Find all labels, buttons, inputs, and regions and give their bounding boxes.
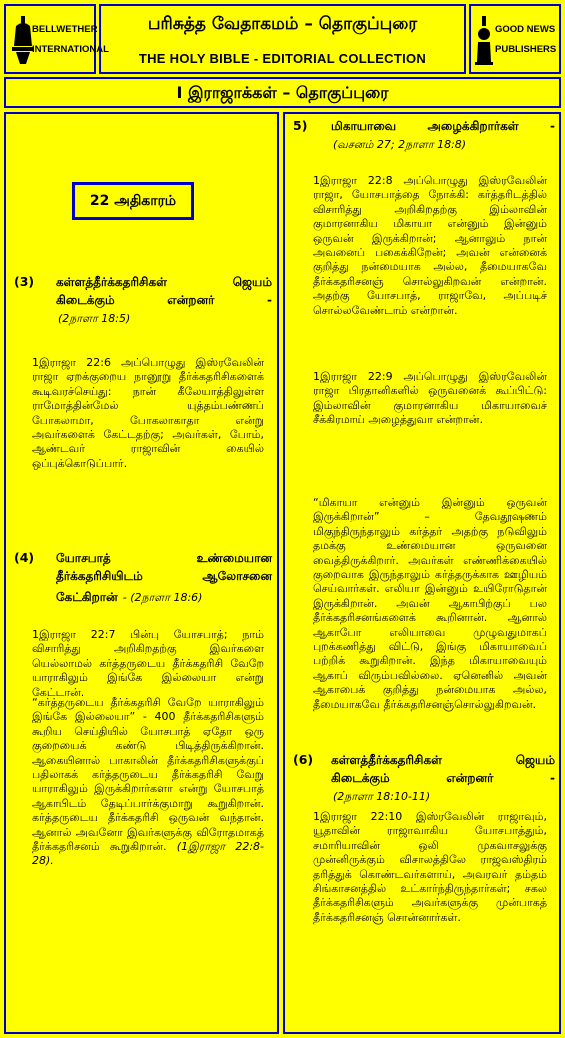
bellwether-logo bbox=[4, 4, 109, 74]
bellwether-line1: BELLWETHER bbox=[32, 24, 98, 35]
globe-icon bbox=[475, 16, 493, 66]
good-news-line2: PUBLISHERS bbox=[495, 44, 557, 55]
section-number: (4) bbox=[14, 550, 35, 565]
commentary-paragraph bbox=[32, 696, 264, 869]
header-subtitle: THE HOLY BIBLE - EDITORIAL COLLECTION bbox=[138, 51, 427, 66]
section-reference: (2நாளா 18:10-11) bbox=[333, 790, 431, 803]
section-reference: - (2நாளா 18:6) bbox=[122, 591, 203, 604]
bellwether-bell-icon bbox=[12, 16, 34, 66]
header-title: பரிசுத்த வேதாகமம் – தொகுப்புரை bbox=[147, 14, 418, 34]
verse-paragraph: 1இராஜா 22:8 அப்பொழுது இஸ்ரவேலின் ராஜா, யோசபாத்தை நோக்கி: கர்த்தரிடத்தில் விசாரித்து அறிகிறதற்கு இம்லாவின் குமாரனாகிய மிகாயா என்னும் இன்னும் ஒருவன் இருக்கிறான்; ஆனாலும் நான் அவனைப் பகைக்கிறேன்; அவன் என்னைக் குறித்து நன்மையாக அல்ல, தீமையாகவே தீர்க்கதரிசனஞ் சொல்லுகிறவன் என்றான். அதற்கு யோசபாத், ராஜாவே, அப்படிச் சொல்லவேண்டாம் என்றான். bbox=[313, 174, 547, 317]
good-news-logo bbox=[469, 4, 561, 74]
left-column bbox=[4, 112, 279, 1034]
bellwether-line2: INTERNATIONAL bbox=[32, 44, 109, 55]
right-column bbox=[283, 112, 561, 1034]
commentary-paragraph: “மிகாயா என்னும் இன்னும் ஒருவன் இருக்கிறான்” – தேவதூஷணம் மிகுந்திருந்தாலும் கர்த்தர் அதற்கு நடுவிலும் தமக்கு உண்மையான ஒருவனை வைத்திருக்கிறார். அவர்கள் எண்ணிக்கையில் குறைவாக இருந்தாலும் கர்த்தருக்காக ஊழியம் செய்வார்கள். எலியா இன்னும் உயிரோடுதான் இருக்கிறான். அவன் ஆகாபிற்குப் பல தீர்க்கதரிசனங்களைக் கூறினான். ஆனால் ஆகாபோ எலியாவை முழுவதுமாகப் புறக்கணித்து விட்டு, இங்கு மிகாயாவைப் பற்றிக் கூறுகிறான். இந்த மிகாயாவையும் ஆகாப் விரும்பவில்லை. ஏனெனில் அவன் ஆகாபைக் குறித்து நன்மையாக அல்ல, தீமையாகவே தீர்க்கதரிசனஞ்சொல்லுகிறவன். bbox=[313, 496, 547, 711]
verse-paragraph: 1இராஜா 22:6 அப்பொழுது இஸ்ரவேலின் ராஜா ஏறக்குறைய நானூறு தீர்க்கதரிசிகளைக் கூடிவரச்செய்து: நான் கீலேயாத்திலுள்ள ராமோத்தின்மேல் யுத்தம்பண்ணப் போகலாமா, போகலாகாதா என்று அவர்களைக் கேட்டதற்கு; அவர்கள், போம், ஆண்டவர் ராஜாவின் கையில் ஒப்புக்கொடுப்பார். bbox=[32, 356, 264, 470]
section-heading-line3: கேட்கிறான் bbox=[56, 590, 118, 604]
good-news-line1: GOOD NEWS bbox=[495, 24, 556, 35]
commentary-text: “கர்த்தருடைய தீர்க்கதரிசி வேறே யாராகிலும் இங்கே இல்லையா” - 400 தீர்க்கதரிசிகளும் கூறிய செய்தியில் யோசபாத் ஏதோ ஒரு குறையைக் கண்டு பிடித்திருக்கிறான். ஆகையினால் பாகாலின் தீர்க்கதரிசிகளுக்குப் பதிலாகக் கர்த்தருடைய தீர்க்கதரிசி வேறு யாராகிலும் இருக்கிறார்களா என்று யோசபாத் ஆகாபிடம் தேடிப்பார்க்குமாறு கூறுகிறான். கர்த்தருடைய தீர்க்கதரிசி ஒருவன் வந்தான். ஆனால் அவனோ இவர்களுக்கு விரோதமாகத் தீர்க்கதரிசனம் கூறுகிறான். bbox=[32, 696, 264, 854]
verse-paragraph: 1இராஜா 22:9 அப்பொழுது இஸ்ரவேலின் ராஜா பிரதானிகளில் ஒருவனைக் கூப்பிட்டு: இம்லாவின் குமாரனாகிய மிகாயாவைச் சீக்கிரமாய் அழைத்துவா என்றான். bbox=[313, 370, 547, 427]
chapter-title: 22 அதிகாரம் bbox=[72, 182, 194, 220]
section-reference: (2நாளா 18:5) bbox=[58, 312, 131, 325]
section-heading-line1: யோசபாத் உண்மையான bbox=[56, 551, 272, 565]
page-header bbox=[99, 4, 466, 74]
commentary-reference: (1இராஜா 22:8-28). bbox=[32, 840, 265, 868]
section-heading-line2: கிடைக்கும் என்றனர் - bbox=[56, 293, 272, 307]
section-number: (3) bbox=[14, 274, 35, 289]
section-reference: (வசனம் 27; 2நாளா 18:8) bbox=[333, 138, 467, 151]
section-heading-line1: கள்ளத்தீர்க்கதரிசிகள் ஜெயம் bbox=[56, 275, 272, 289]
verse-paragraph: 1இராஜா 22:7 பின்பு யோசபாத்; நாம் விசாரித்து அறிகிறதற்கு இவர்களை யெல்லாமல் கர்த்தருடைய தீர்க்கதரிசி வேறே யாராகிலும் இங்கே இல்லையா என்று கேட்டான். bbox=[32, 628, 264, 699]
section-number: (6) bbox=[293, 752, 314, 767]
section-heading-line1: கள்ளத்தீர்க்கதரிசிகள் ஜெயம் bbox=[331, 753, 555, 767]
section-heading-line2: தீர்க்கதரிசியிடம் ஆலோசனை bbox=[56, 569, 272, 583]
section-heading-line2: கிடைக்கும் என்றனர் - bbox=[331, 771, 555, 785]
book-title: I இராஜாக்கள் – தொகுப்புரை bbox=[4, 77, 561, 108]
section-heading: மிகாயாவை அழைக்கிறார்கள் - bbox=[331, 119, 555, 133]
section-number: 5) bbox=[293, 118, 308, 133]
verse-paragraph: 1இராஜா 22:10 இஸ்ரவேலின் ராஜாவும், யூதாவின் ராஜாவாகிய யோசபாத்தும், சமாரியாவின் ஒலி முகவாசலுக்கு முன்னிருக்கும் விசாலத்திலே ராஜவஸ்திரம் தரித்துக் கொண்டவர்களாய், அவரவர் தம்தம் சிங்காசனத்தில் உட்கார்ந்திருந்தார்கள்; சகல தீர்க்கதரிசிகளும் அவர்களுக்கு முன்பாகத் தீர்க்கதரிசனஞ் சொன்னார்கள். bbox=[313, 810, 547, 924]
